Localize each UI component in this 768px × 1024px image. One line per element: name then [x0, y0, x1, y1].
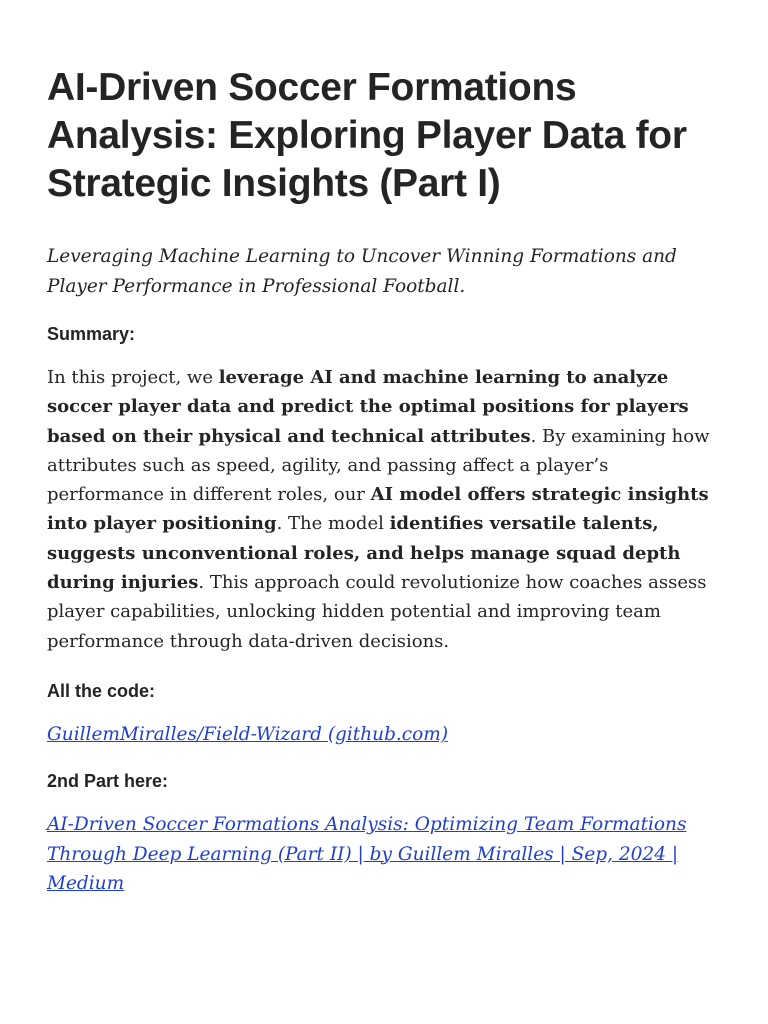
summary-text-3: . The model [276, 513, 390, 535]
part2-article-link[interactable]: AI-Driven Soccer Formations Analysis: Optimizing Team Formations Through Deep Learning (Part II) | by Guillem Miralles | Sep, 2024 | Medium [47, 814, 687, 894]
summary-bold-2: AI model offers strategic insights into player positioning [47, 484, 709, 535]
summary-text-1: In this project, we [47, 367, 219, 388]
part2-link-paragraph [47, 810, 721, 898]
summary-heading: Summary: [47, 324, 136, 344]
part2-heading: 2nd Part here: [47, 771, 169, 792]
summary-bold-3: identifies versatile talents, suggests unconventional roles, and helps manage squad depth during injuries [47, 513, 681, 594]
article-subtitle: Leveraging Machine Learning to Uncover Winning Formations and Player Performance in Professional Football. [47, 246, 677, 297]
github-link[interactable]: GuillemMiralles/Field-Wizard (github.com) [47, 723, 449, 745]
code-link-paragraph [47, 720, 721, 749]
code-heading: All the code: [47, 680, 156, 701]
article-title: AI-Driven Soccer Formations Analysis: Exploring Player Data for Strategic Insights (Part I) [47, 66, 687, 205]
summary-paragraph [47, 363, 721, 656]
summary-bold-1: leverage AI and machine learning to analyze soccer player data and predict the optimal positions for players based on their physical and technical attributes [47, 367, 689, 447]
summary-text-2: . By examining how attributes such as speed, agility, and passing affect a player’s performance in different roles, our [47, 425, 710, 506]
summary-text-4: . This approach could revolutionize how coaches assess player capabilities, unlocking hidden potential and improving team performance through data-driven decisions. [47, 572, 707, 652]
